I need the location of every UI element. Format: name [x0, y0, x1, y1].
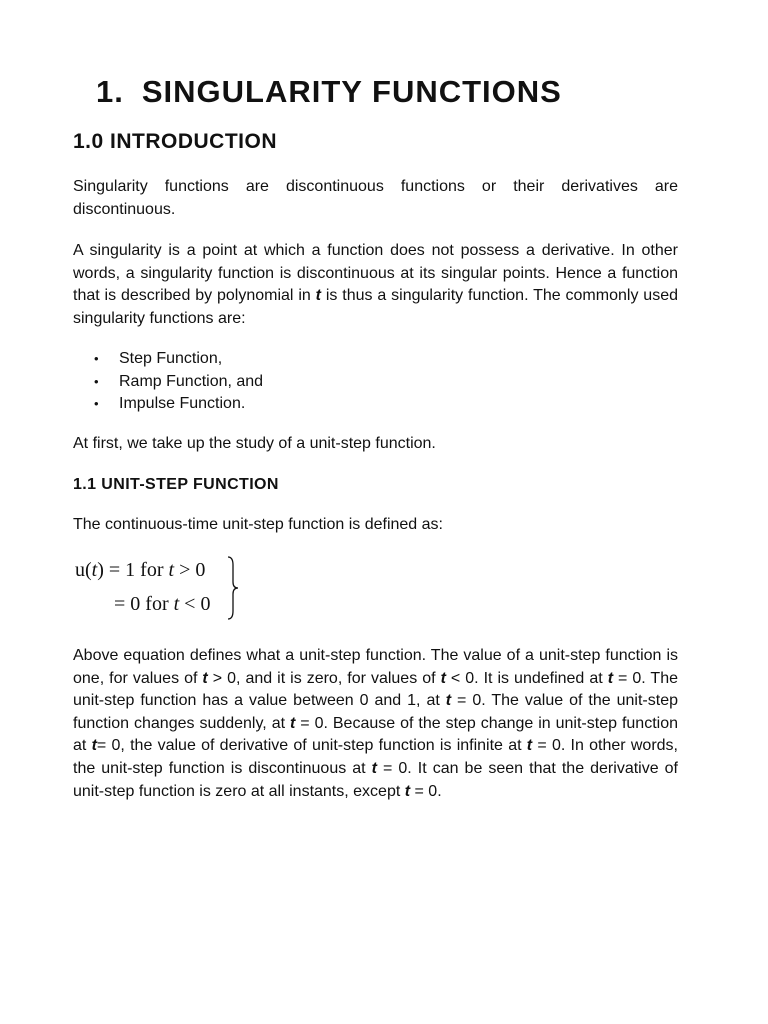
- list-item: • Ramp Function, and: [73, 371, 263, 394]
- function-list: [73, 348, 263, 416]
- paragraph-defined-as: The continuous-time unit-step function is defined as:: [73, 516, 443, 533]
- equation-line-2: = 0 for t < 0: [114, 593, 211, 615]
- section-heading-introduction: 1.0 INTRODUCTION: [73, 130, 278, 153]
- list-item: • Step Function,: [73, 348, 263, 371]
- paragraph-study: At first, we take up the study of a unit-step function.: [73, 435, 436, 452]
- paragraph-definition: Singularity functions are discontinuous functions or their derivatives are discontinuous.: [73, 178, 678, 218]
- paragraph-singularity: A singularity is a point at which a function does not possess a derivative. In other words, a singularity function is discontinuous at its singular points. Hence a function that is described by polynomial in t is thus a singularity function. The commonly used singularity functions are:: [73, 242, 679, 327]
- chapter-title: [96, 74, 562, 110]
- unit-step-equation: [73, 553, 273, 623]
- variable-t: t: [315, 287, 321, 305]
- list-item: • Impulse Function.: [73, 393, 263, 416]
- chapter-number: 1.: [96, 74, 124, 109]
- section-heading-unit-step: 1.1 UNIT-STEP FUNCTION: [73, 476, 279, 493]
- equation-line-1: u(t) = 1 for t > 0: [75, 559, 206, 581]
- chapter-title-text: SINGULARITY FUNCTIONS: [141, 74, 562, 109]
- paragraph-explanation: Above equation defines what a unit-step function. The value of a unit-step function is one, for values of t > 0, and it is zero, for values of t < 0. It is undefined at t = 0. The unit-step function has a value between 0 and 1, at t = 0. The value of the unit-step function changes suddenly, at t = 0. Because of the step change in unit-step function at t= 0, the value of derivative of unit-step function is infinite at t = 0. In other words, the unit-step function is discontinuous at t = 0. It can be seen that the derivative of unit-step function is zero at all instants, except t = 0.: [73, 647, 679, 800]
- right-brace-icon: [226, 555, 240, 621]
